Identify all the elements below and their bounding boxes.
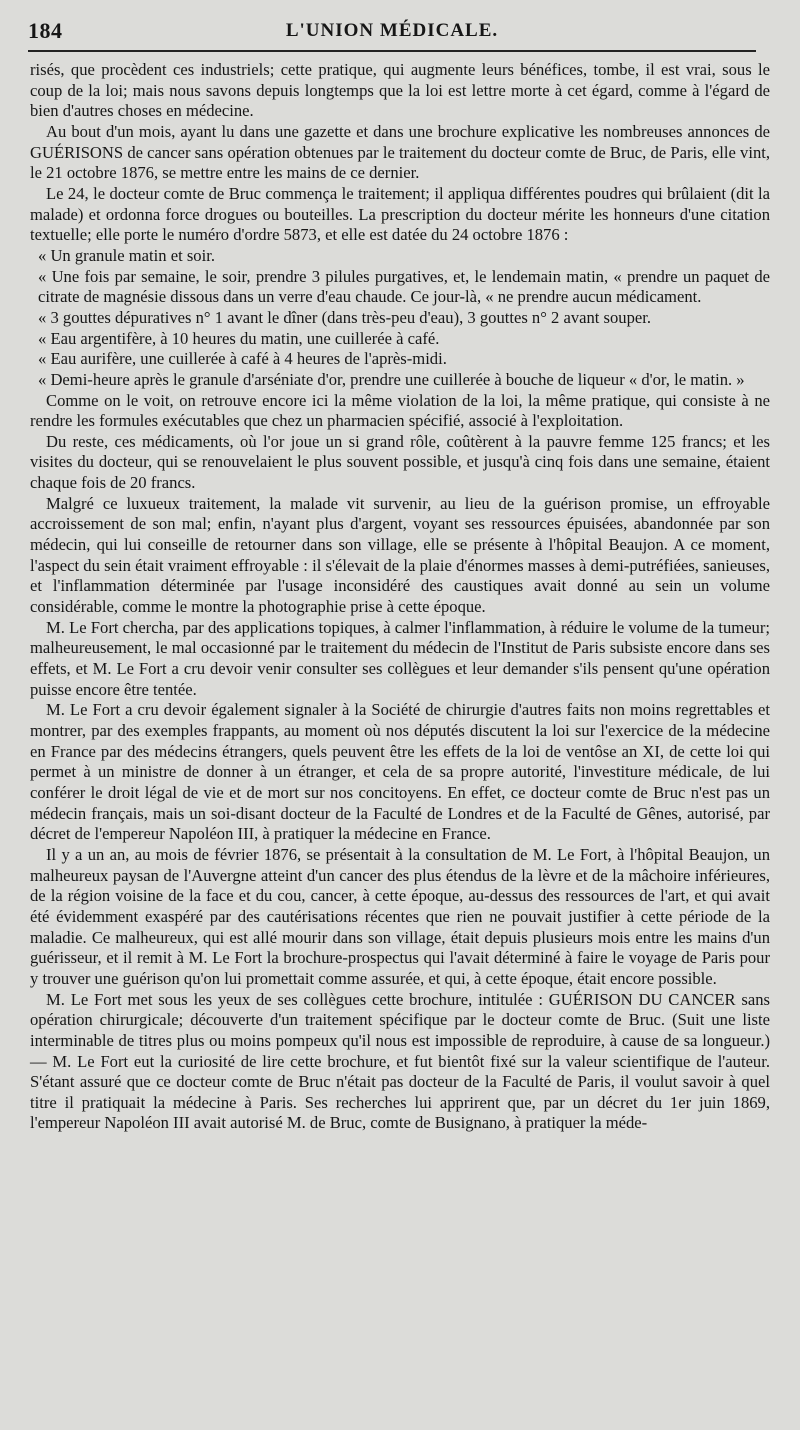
paragraph: Au bout d'un mois, ayant lu dans une gazette et dans une brochure explicative les nombreuses annonces de GUÉRISONS de cancer sans opération obtenues par le traitement du docteur comte de Bruc, de Paris, elle vint, le 21 octobre 1876, se mettre entre les mains de ce dernier.	[30, 121, 770, 183]
page-number: 184	[28, 18, 63, 43]
paragraph: M. Le Fort a cru devoir également signaler à la Société de chirurgie d'autres faits non moins regrettables et montrer, par des exemples frappants, au moment où nos députés discutent la loi sur l'exercice de la médecine en France par des médecins étrangers, quels peuvent être les effets de la loi de ventôse an XI, de cette loi qui permet à un ministre de donner à un étranger, et cela de sa propre autorité, l'investiture médicale, de lui conférer le droit légal de vie et de mort sur nos concitoyens. En effet, ce docteur comte de Bruc n'est pas un médecin français, mais un soi-disant docteur de la Faculté de Londres et de la Faculté de Gênes, autorisé, par décret de l'empereur Napoléon III, à pratiquer la médecine en France.	[30, 700, 770, 844]
prescription-line: « Demi-heure après le granule d'arséniate d'or, prendre une cuillerée à bouche de liqueur « d'or, le matin. »	[38, 369, 745, 389]
journal-title: L'UNION MÉDICALE.	[285, 20, 499, 41]
paragraph: Le 24, le docteur comte de Bruc commença le traitement; il appliqua différentes poudres qui brûlaient (dit la malade) et ordonna force drogues ou bouteilles. La prescription du docteur mérite les honneurs d'une citation textuelle; elle porte le numéro d'ordre 5873, et elle est datée du 24 octobre 1876 :	[30, 183, 770, 245]
paragraph: M. Le Fort chercha, par des applications topiques, à calmer l'inflammation, à réduire le volume de la tumeur; malheureusement, le mal occasionné par le traitement du médecin de l'Institut de Paris subsiste encore dans ses effets, et M. Le Fort a cru devoir venir consulter ses collègues et leur demander s'ils pensent qu'une opération puisse encore être tentée.	[30, 617, 770, 699]
prescription-line: « Eau aurifère, une cuillerée à café à 4 heures de l'après-midi.	[38, 349, 447, 369]
article-body	[30, 60, 770, 1134]
header-rule	[28, 50, 756, 52]
paragraph: Comme on le voit, on retrouve encore ici la même violation de la loi, la même pratique, qui consiste à ne rendre les formules exécutables que chez un pharmacien spécifié, associé à l'exploitation.	[30, 390, 770, 431]
paragraph: Du reste, ces médicaments, où l'or joue un si grand rôle, coûtèrent à la pauvre femme 125 francs; et les visites du docteur, qui se renouvelaient le plus souvent possible, et jusqu'à cinq fois dans une semaine, étaient chaque fois de 20 francs.	[30, 431, 770, 493]
paragraph: Malgré ce luxueux traitement, la malade vit survenir, au lieu de la guérison promise, un effroyable accroissement de son mal; enfin, n'ayant plus d'argent, voyant ses ressources épuisées, abandonnée par son médecin, qui lui conseille de retourner dans son village, elle se présente à l'hôpital Beaujon. A ce moment, l'aspect du sein était vraiment effroyable : il s'élevait de la plaie d'énormes masses à demi-putréfiées, sanieuses, et l'inflammation déterminée par l'usage inconsidéré des caustiques avait donné au sein un volume considérable, comme le montre la photographie prise à cette époque.	[30, 493, 770, 617]
paragraph: risés, que procèdent ces industriels; cette pratique, qui augmente leurs bénéfices, tombe, il est vrai, sous le coup de la loi; mais nous savons depuis longtemps que la loi est lettre morte à cet égard, comme à l'égard de bien d'autres choses en médecine.	[30, 60, 770, 121]
prescription-line: « 3 gouttes dépuratives n° 1 avant le dîner (dans très-peu d'eau), 3 gouttes n° 2 avant souper.	[38, 307, 652, 327]
prescription-line: « Eau argentifère, à 10 heures du matin, une cuillerée à café.	[38, 328, 440, 348]
prescription-line: « Une fois par semaine, le soir, prendre 3 pilules purgatives, et, le lendemain matin, « prendre un paquet de citrate de magnésie dissous dans un verre d'eau chaude. Ce jour-là, « ne prendre aucun médicament.	[38, 266, 770, 307]
prescription-line: « Un granule matin et soir.	[38, 245, 215, 265]
paragraph: M. Le Fort met sous les yeux de ses collègues cette brochure, intitulée : GUÉRISON DU CANCER sans opération chirurgicale; découverte d'un traitement spécifique par le docteur comte de Bruc. (Suit une liste interminable de titres plus ou moins pompeux qu'il nous est impossible de reproduire, à cause de sa longueur.) — M. Le Fort eut la curiosité de lire cette brochure, et fut bientôt fixé sur la valeur scientifique de l'auteur. S'étant assuré que ce docteur comte de Bruc n'était pas docteur de la Faculté de Paris, il voulut savoir à quel titre il pratiquait la médecine à Paris. Ses recherches lui apprirent que, par un décret du 1er juin 1869, l'empereur Napoléon III avait autorisé M. de Bruc, comte de Busignano, à pratiquer la méde-	[30, 989, 770, 1133]
page-header	[28, 14, 756, 54]
paragraph: Il y a un an, au mois de février 1876, se présentait à la consultation de M. Le Fort, à l'hôpital Beaujon, un malheureux paysan de l'Auvergne atteint d'un cancer des plus étendus de la lèvre et de la mâchoire inférieures, de la région voisine de la face et du cou, cancer, à cette époque, au-dessus des ressources de l'art, et qui avait été évidemment exaspéré par des cautérisations récentes que rien ne pouvait justifier à cette période de la maladie. Ce malheureux, qui est allé mourir dans son village, était depuis plusieurs mois entre les mains d'un guérisseur, et il remit à M. Le Fort la brochure-prospectus qui l'avait déterminé à faire le voyage de Paris pour y trouver une guérison qu'on lui promettait comme assurée, et qui, à cette époque, était encore possible.	[30, 844, 770, 988]
